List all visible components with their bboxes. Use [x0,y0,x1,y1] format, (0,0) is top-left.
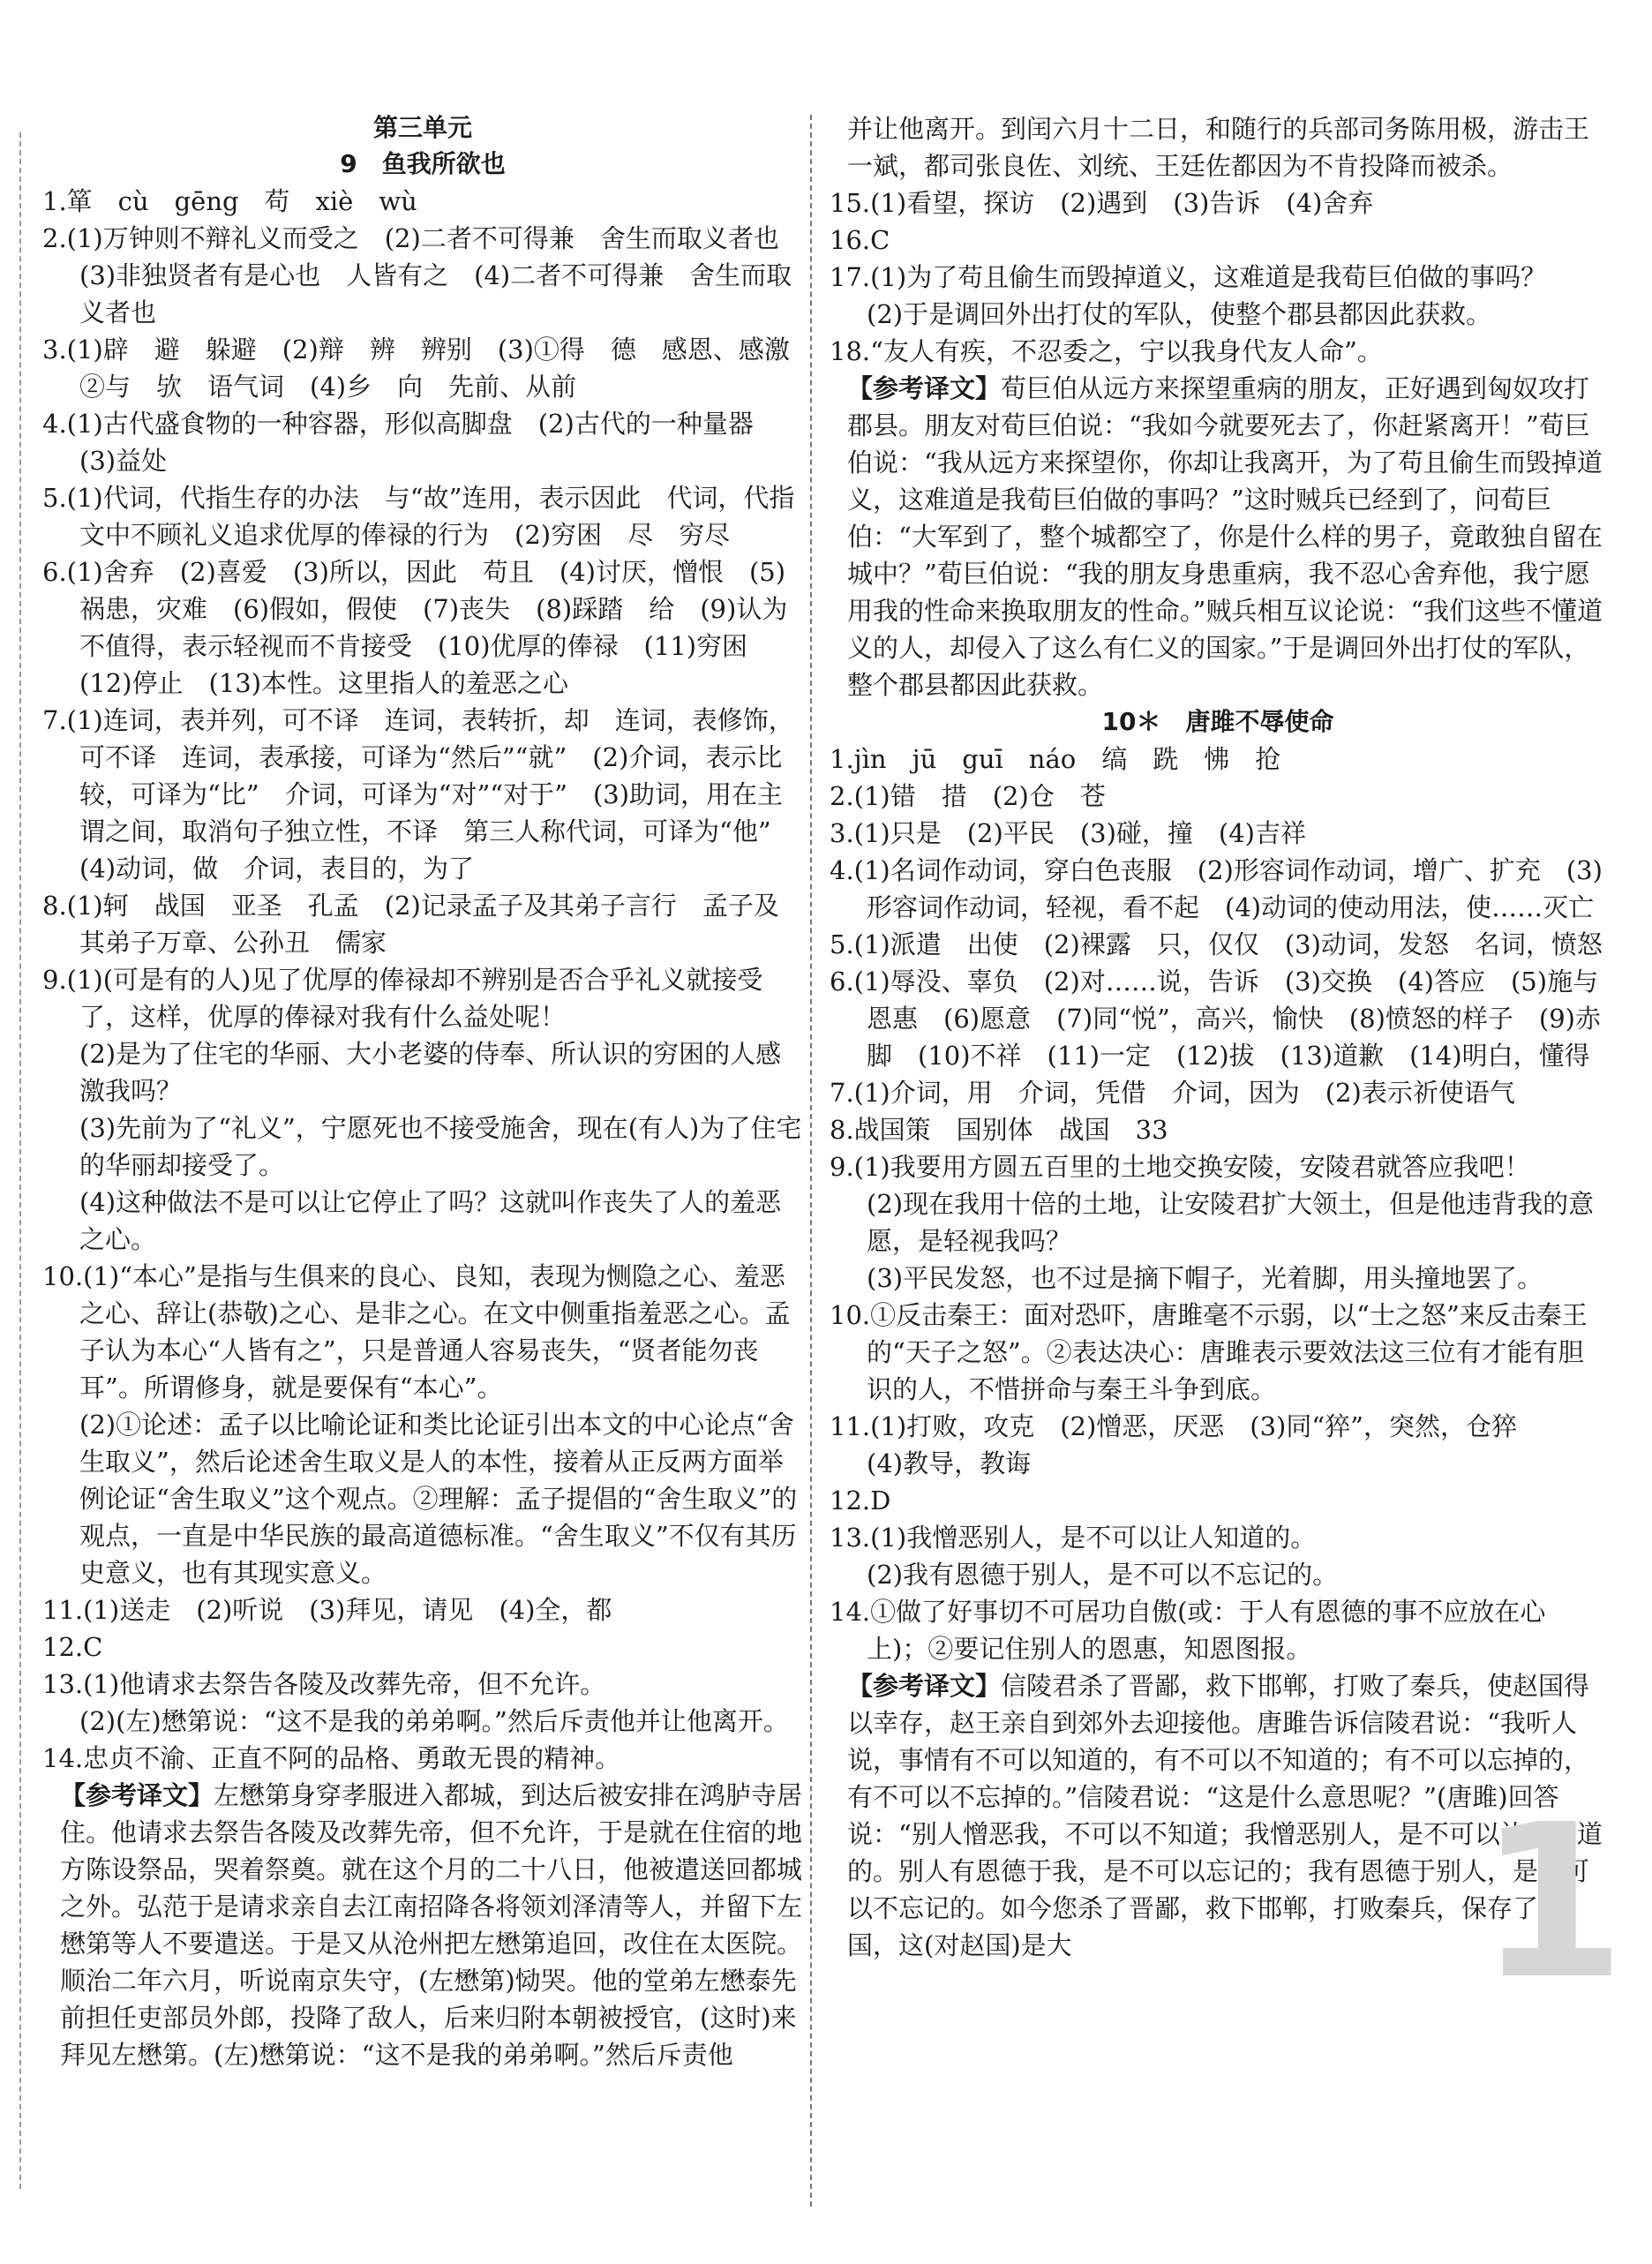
answer-item: 13.(1)我憎恶别人，是不可以让人知道的。 [830,1523,1317,1553]
translation-text: 信陵君杀了晋鄙，救下邯郸，打败了秦兵，使赵国得以幸存，赵王亲自到郊外去迎接他。唐雎告诉信陵君说：“我听人说，事情有不可以知道的，有不可以不知道的；有不可以忘掉的，有不可以不忘掉的。”信陵君说：“这是什么意思呢？”(唐雎)回答说：“别人憎恶我，不可以不知道；我憎恶别人，是不可以让人知道的。别人有恩德于我，是不可以忘记的；我有恩德于别人，是不可以不忘记的。如今您杀了晋鄙，救下邯郸，打败秦兵，保存了赵国，这(对赵国)是大 [847,1671,1603,1960]
answer-subitem: (2)(左)懋第说：“这不是我的弟弟啊。”然后斥责他并让他离开。 [79,1706,789,1736]
answer-item: 14.忠贞不渝、正直不阿的品格、勇敢无畏的精神。 [42,1743,621,1773]
answer-item: 2.(1)错 措 (2)仓 苍 [830,781,1106,811]
lesson-10-title: 10＊ 唐雎不辱使命 [1101,707,1334,736]
column-divider [810,115,812,2207]
answer-item: 13.(1)他请求去祭告各陵及改葬先帝，但不允许。 [42,1669,606,1699]
answer-item: 3.(1)辟 避 躲避 (2)辩 辨 辨别 (3)①得 德 感恩、感激 ②与 欤 语气词 (4)乡 向 先前、从前 [42,335,815,402]
answer-item: 6.(1)辱没、辜负 (2)对……说，告诉 (3)交换 (4)答应 (5)施与恩惠 (6)愿意 (7)同“悦”，高兴，愉快 (8)愤怒的样子 (9)赤脚 (10)不祥 (11)一定 (12)拔 (13)道歉 (14)明白，懂得 [830,967,1601,1071]
answer-subitem: (2)是为了住宅的华丽、大小老婆的侍奉、所认识的穷困的人感激我吗？ [79,1039,782,1106]
answer-item: 8.(1)轲 战国 亚圣 孔孟 (2)记录孟子及其弟子言行 孟子及其弟子万章、公孙丑 儒家 [42,891,779,958]
right-column [830,110,1606,1964]
left-column [42,110,815,2073]
answer-item: 17.(1)为了苟且偷生而毁掉道义，这难道是我荀巨伯做的事吗？ [830,262,1547,292]
answer-item: 15.(1)看望，探访 (2)遇到 (3)告诉 (4)舍弃 [830,188,1374,218]
translation-text: 左懋第身穿孝服进入都城，到达后被安排在鸿胪寺居住。他请求去祭告各陵及改葬先帝，但不允许，于是就在住宿的地方陈设祭品，哭着祭奠。就在这个月的二十八日，他被遣送回都城之外。弘范于是请求亲自去江南招降各将领刘泽清等人，并留下左懋第等人不要遣送。于是又从沧州把左懋第追回，改住在太医院。顺治二年六月，听说南京失守，(左懋第)恸哭。他的堂弟左懋泰先前担任吏部员外郎，投降了敌人，后来归附本朝被授官，(这时)来拜见左懋第。(左)懋第说：“这不是我的弟弟啊。”然后斥责他 [60,1780,803,2070]
answer-item: 14.①做了好事切不可居功自傲(或：于人有恩德的事不应放在心上)；②要记住别人的恩惠，知恩图报。 [830,1597,1546,1664]
page-number: 1 [1478,1779,1626,2026]
answer-item: 4.(1)名词作动词，穿白色丧服 (2)形容词作动词，增广、扩充 (3)形容词作动词，轻视，看不起 (4)动词的使动用法，使……灭亡 [830,855,1603,922]
answer-item: 5.(1)派遣 出使 (2)裸露 只，仅仅 (3)动词，发怒 名词，愤怒 [830,929,1603,959]
answer-subitem: (4)这种做法不是可以让它停止了吗？这就叫作丧失了人的羞恶之心。 [79,1187,782,1254]
answer-item: 3.(1)只是 (2)平民 (3)碰，撞 (4)吉祥 [830,818,1306,848]
answer-item: 11.(1)打败，攻克 (2)憎恶，厌恶 (3)同“猝”，突然，仓猝 [830,1411,1518,1441]
answer-item: 11.(1)送走 (2)听说 (3)拜见，请见 (4)全，都 [42,1595,612,1625]
translation-continuation: 并让他离开。到闰六月十二日，和随行的兵部司务陈用极，游击王一斌，都司张良佐、刘统、王廷佐都因为不肯投降而被杀。 [847,114,1590,181]
answer-item: 18.“友人有疾，不忍委之，宁以我身代友人命”。 [830,336,1383,366]
answer-subitem: (2)我有恩德于别人，是不可以不忘记的。 [867,1560,1339,1590]
answer-item: 8.战国策 国别体 战国 33 [830,1115,1168,1145]
reference-translation [830,370,1606,703]
answer-subitem: (3)平民发怒，也不过是摘下帽子，光着脚，用头撞地罢了。 [867,1263,1543,1293]
answer-item: 5.(1)代词，代指生存的办法 与“故”连用，表示因此 代词，代指文中不顾礼义追求优厚的俸禄的行为 (2)穷困 尽 穷尽 [42,483,795,550]
translation-tag: 【参考译文】 [847,1671,1002,1701]
answer-subitem: (2)于是调回外出打仗的军队，使整个郡县都因此获救。 [867,299,1492,329]
unit-title: 第三单元 [372,113,472,142]
answer-item: 7.(1)连词，表并列，可不译 连词，表转折，却 连词，表修饰，可不译 连词，表承接，可译为“然后”“就” (2)介词，表示比较，可译为“比” 介词，可译为“对”“对于” (3)助词，用在主谓之间，取消句子独立性，不译 第三人称代词，可译为“他” (4)动词，做 介词，表目的，为了 [42,705,797,884]
translation-tag: 【参考译文】 [847,373,1002,403]
answer-item: 1.jìn jū guī náo 缟 跣 怫 抢 [830,744,1281,774]
answer-item: 12.C [42,1632,103,1662]
answer-item: 6.(1)舍弃 (2)喜爱 (3)所以，因此 苟且 (4)讨厌，憎恨 (5)祸患，灾难 (6)假如，假使 (7)丧失 (8)踩踏 给 (9)认为不值得，表示轻视而不肯接受 (10)优厚的俸禄 (11)穷困 (12)停止 (13)本性。这里指人的羞恶之心 [42,557,788,698]
answer-subitem: (2)①论述：孟子以比喻论证和类比论证引出本文的中心论点“舍生取义”，然后论述舍生取义是人的本性，接着从正反两方面举例论证“舍生取义”这个观点。②理解：孟子提倡的“舍生取义”的观点，一直是中华民族的最高道德标准。“舍生取义”不仅有其历史意义，也有其现实意义。 [79,1410,798,1588]
answer-subitem: (3)先前为了“礼义”，宁愿死也不接受施舍，现在(有人)为了住宅的华丽却接受了。 [79,1113,802,1180]
reference-translation [42,1777,803,2073]
translation-tag: 【参考译文】 [60,1780,214,1810]
binding-margin-line [19,132,21,2189]
answer-item: 4.(1)古代盛食物的一种容器，形似高脚盘 (2)古代的一种量器 (3)益处 [42,409,779,476]
lesson-9-title: 9 鱼我所欲也 [340,149,506,178]
answer-item: 9.(1)我要用方圆五百里的土地交换安陵，安陵君就答应我吧！ [830,1152,1530,1182]
answer-item: 10.①反击秦王：面对恐吓，唐雎毫不示弱，以“士之怒”来反击秦王的“天子之怒”。②表达决心：唐雎表示要效法这三位有才能有胆识的人，不惜拼命与秦王斗争到底。 [830,1300,1588,1404]
answer-subitem: (4)教导，教诲 [867,1448,1032,1478]
answer-item: 7.(1)介词，用 介词，凭借 介词，因为 (2)表示祈使语气 [830,1078,1515,1108]
answer-item: 2.(1)万钟则不辩礼义而受之 (2)二者不可得兼 舍生而取义者也 (3)非独贤者有是心也 人皆有之 (4)二者不可得兼 舍生而取义者也 [42,223,805,327]
answer-item: 16.C [830,225,890,255]
answer-subitem: (2)现在我用十倍的土地，让安陵君扩大领土，但是他违背我的意愿，是轻视我吗？ [867,1189,1595,1256]
answer-item: 10.(1)“本心”是指与生俱来的良心、良知，表现为恻隐之心、羞恶之心、辞让(恭敬)之心、是非之心。在文中侧重指羞恶之心。孟子认为本心“人皆有之”，只是普通人容易丧失，“贤者能勿丧耳”。所谓修身，就是要保有“本心”。 [42,1261,791,1403]
answer-item: 12.D [830,1486,891,1516]
answer-item: 1.箪 cù gēng 苟 xiè wù [42,186,417,216]
answer-item: 9.(1)(可是有的人)见了优厚的俸禄却不辨别是否合乎礼义就接受了，这样，优厚的俸禄对我有什么益处呢！ [42,965,763,1032]
translation-text: 荀巨伯从远方来探望重病的朋友，正好遇到匈奴攻打郡县。朋友对荀巨伯说：“我如今就要死去了，你赶紧离开！”荀巨伯说：“我从远方来探望你，你却让我离开，为了苟且偷生而毁掉道义，这难道是我荀巨伯做的事吗？”这时贼兵已经到了，问荀巨伯：“大军到了，整个城都空了，你是什么样的男子，竟敢独自留在城中？”荀巨伯说：“我的朋友身患重病，我不忍心舍弃他，我宁愿用我的性命来换取朋友的性命。”贼兵相互议论说：“我们这些不懂道义的人，却侵入了这么有仁义的国家。”于是调回外出打仗的军队，整个郡县都因此获救。 [847,373,1603,700]
